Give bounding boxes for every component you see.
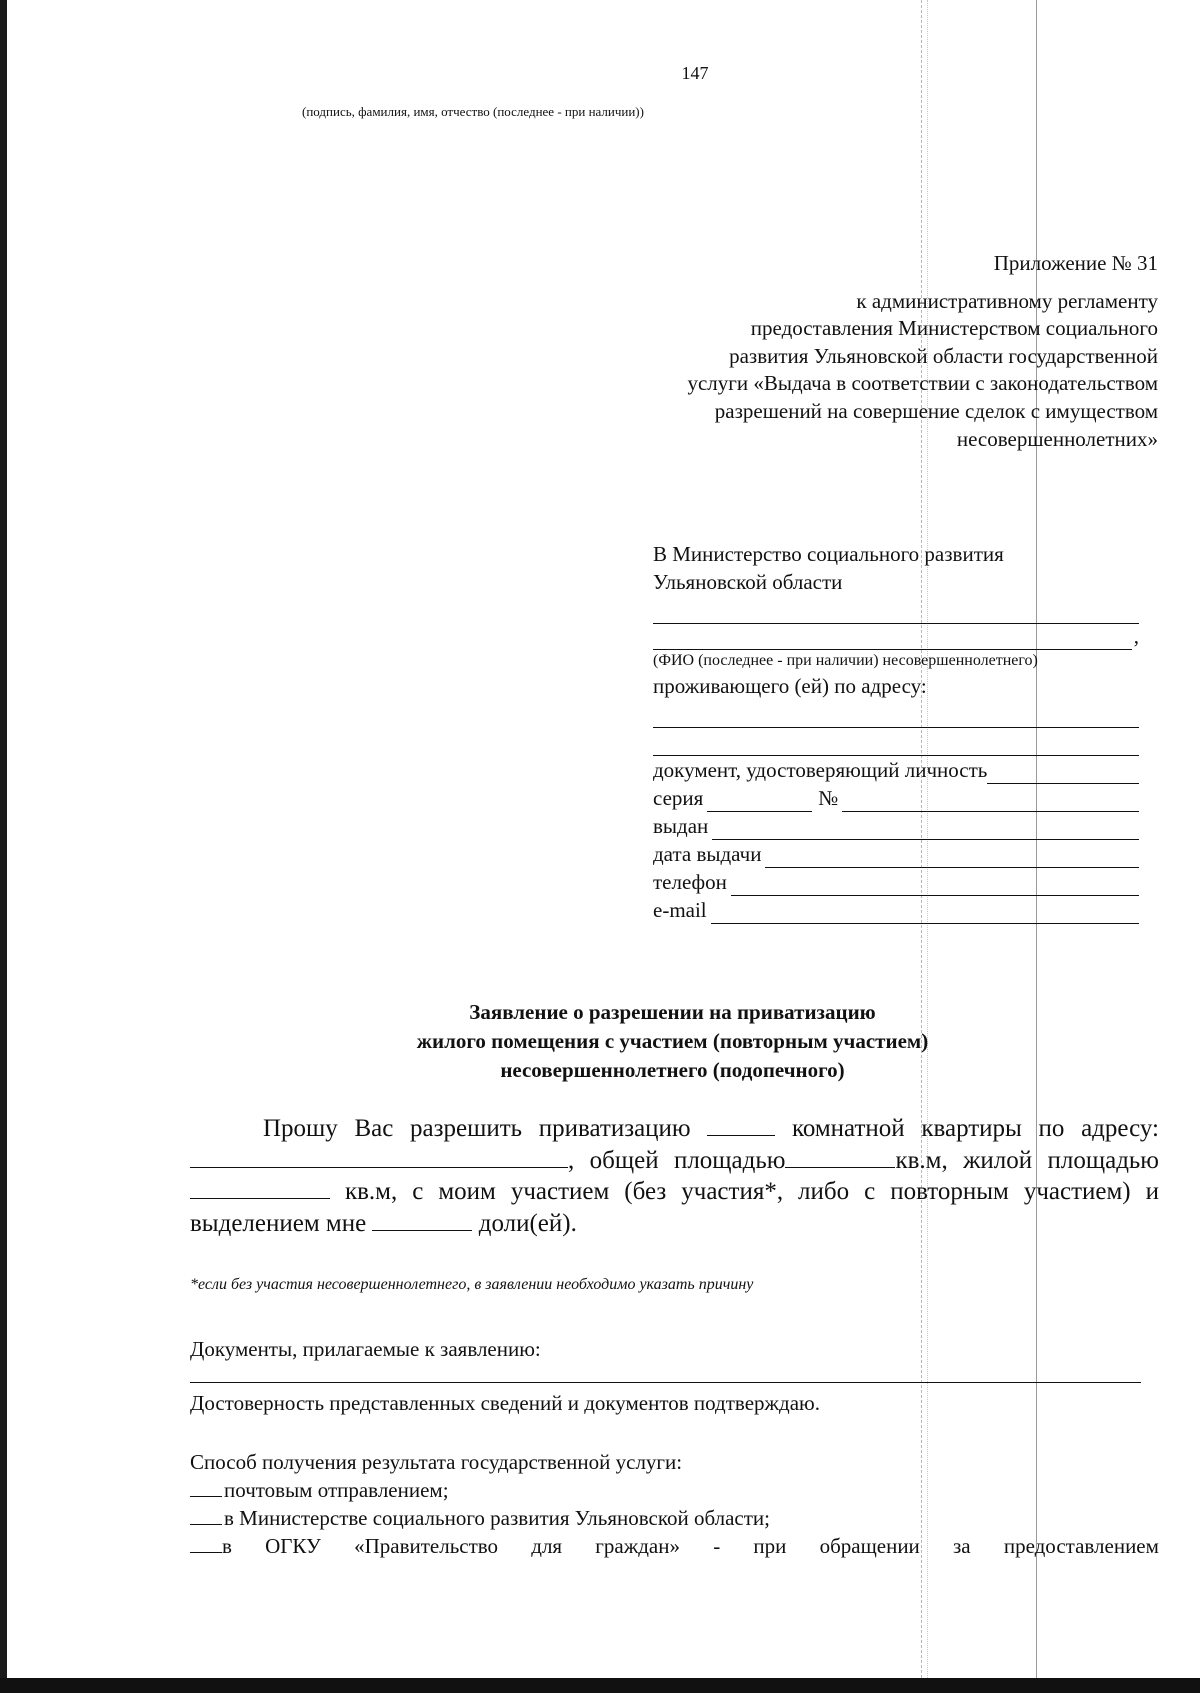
residing-label: [653, 672, 1139, 700]
email-label: e-mail: [653, 898, 707, 922]
documents-blank[interactable]: [190, 1382, 1141, 1383]
number-label: №: [818, 786, 839, 810]
appendix-line: несовершеннолетних»: [956, 426, 1158, 451]
appendix-header: [687, 250, 1158, 453]
checkbox-blank[interactable]: [190, 1534, 222, 1553]
issue-date-row[interactable]: [653, 840, 1139, 868]
phone-row[interactable]: [653, 868, 1139, 896]
body-text: комнатной квартиры по адресу:: [791, 1115, 1159, 1142]
title-line: жилого помещения с участием (повторным участием): [416, 1029, 929, 1053]
fio-line[interactable]: ,: [653, 624, 1139, 650]
issued-blank[interactable]: [712, 820, 1139, 840]
phone-label: телефон: [653, 870, 727, 894]
appendix-line: к административному регламенту: [856, 288, 1158, 313]
fio-caption: (ФИО (последнее - при наличии) несовершеннолетнего): [653, 652, 1038, 669]
address-line[interactable]: [653, 700, 1139, 728]
option-word: -: [713, 1534, 721, 1558]
title-line: несовершеннолетнего (подопечного): [500, 1058, 845, 1082]
signature-caption: (подпись, фамилия, имя, отчество (последнее - при наличии)): [302, 104, 644, 119]
email-row[interactable]: [653, 896, 1139, 924]
checkbox-blank[interactable]: [190, 1506, 222, 1525]
delivery-option-ministry[interactable]: [190, 1506, 770, 1531]
issued-label: выдан: [653, 814, 709, 838]
body-text: кв.м, жилой площадью: [895, 1146, 1159, 1174]
option-label: в Министерстве социального развития Ульяновской области;: [224, 1506, 770, 1530]
series-blank[interactable]: [707, 792, 812, 812]
appendix-line: услуги «Выдача в соответствии с законодательством: [687, 371, 1158, 396]
fio-blank[interactable]: [653, 630, 1132, 650]
scan-bottom-edge: [0, 1678, 1200, 1693]
id-document-blank[interactable]: [987, 764, 1139, 784]
option-word: при: [753, 1534, 787, 1558]
email-blank[interactable]: [711, 904, 1139, 924]
addressee-line: [653, 568, 1139, 596]
id-document-label: документ, удостоверяющий личность: [653, 758, 988, 782]
option-label: почтовым отправлением;: [224, 1478, 449, 1502]
appendix-line: разрешений на совершение сделок с имуществом: [714, 398, 1158, 423]
option-word: «Правительство: [354, 1534, 499, 1558]
footnote: *если без участия несовершеннолетнего, в заявлении необходимо указать причину: [190, 1276, 754, 1293]
option-word: для: [531, 1534, 563, 1558]
delivery-method-title: Способ получения результата государственной услуги:: [190, 1450, 683, 1474]
option-word: в: [222, 1534, 232, 1558]
phone-blank[interactable]: [731, 876, 1139, 896]
option-word: за: [953, 1534, 971, 1558]
appendix-line: предоставления Министерством социального: [750, 316, 1158, 341]
residing-text: проживающего (ей) по адресу:: [653, 674, 927, 698]
option-word: предоставлением: [1003, 1534, 1159, 1558]
address-blank[interactable]: [653, 708, 1139, 728]
confirmation-text: Достоверность представленных сведений и документов подтверждаю.: [190, 1391, 820, 1415]
address-blank[interactable]: [653, 736, 1139, 756]
documents-label: Документы, прилагаемые к заявлению:: [190, 1337, 541, 1361]
series-row[interactable]: [653, 784, 1139, 812]
appendix-line: Приложение № 31: [993, 251, 1158, 275]
addressee-region: Ульяновской области: [653, 570, 843, 594]
body-text: Прошу Вас разрешить приватизацию: [263, 1115, 691, 1142]
addressee-block: [653, 540, 1139, 924]
delivery-option-post[interactable]: [190, 1478, 449, 1503]
checkbox-blank[interactable]: [190, 1478, 222, 1497]
document-title: [0, 998, 1200, 1085]
address-line[interactable]: [653, 728, 1139, 756]
address-blank[interactable]: [190, 1145, 568, 1168]
option-word: граждан»: [595, 1534, 680, 1558]
application-body: [190, 1113, 1159, 1239]
series-label: серия: [653, 786, 704, 810]
issue-date-blank[interactable]: [765, 848, 1139, 868]
share-blank[interactable]: [372, 1208, 472, 1231]
body-text: кв.м, с моим участием (без участия*, либо с повторным участием) и выделением мне: [190, 1178, 1159, 1237]
title-line: Заявление о разрешении на приватизацию: [469, 1000, 876, 1024]
option-word: обращении: [819, 1534, 920, 1558]
addressee-ministry: В Министерство социального развития: [653, 542, 1004, 566]
addressee-line: [653, 540, 1139, 568]
fio-line[interactable]: [653, 596, 1139, 624]
total-area-blank[interactable]: [785, 1145, 895, 1168]
fio-blank[interactable]: [653, 604, 1139, 624]
living-area-blank[interactable]: [190, 1176, 330, 1199]
body-text: , общей площадью: [568, 1146, 786, 1174]
number-blank[interactable]: [842, 792, 1139, 812]
id-document-row[interactable]: [653, 756, 1139, 784]
scan-left-edge: [0, 0, 7, 1693]
delivery-option-ogku[interactable]: [190, 1534, 1159, 1559]
body-text: доли(ей).: [478, 1209, 577, 1237]
option-word: ОГКУ: [265, 1534, 321, 1558]
issued-row[interactable]: [653, 812, 1139, 840]
issue-date-label: дата выдачи: [653, 842, 762, 866]
page-number: 147: [681, 63, 709, 83]
rooms-blank[interactable]: [707, 1113, 775, 1136]
appendix-line: развития Ульяновской области государственной: [729, 343, 1158, 368]
